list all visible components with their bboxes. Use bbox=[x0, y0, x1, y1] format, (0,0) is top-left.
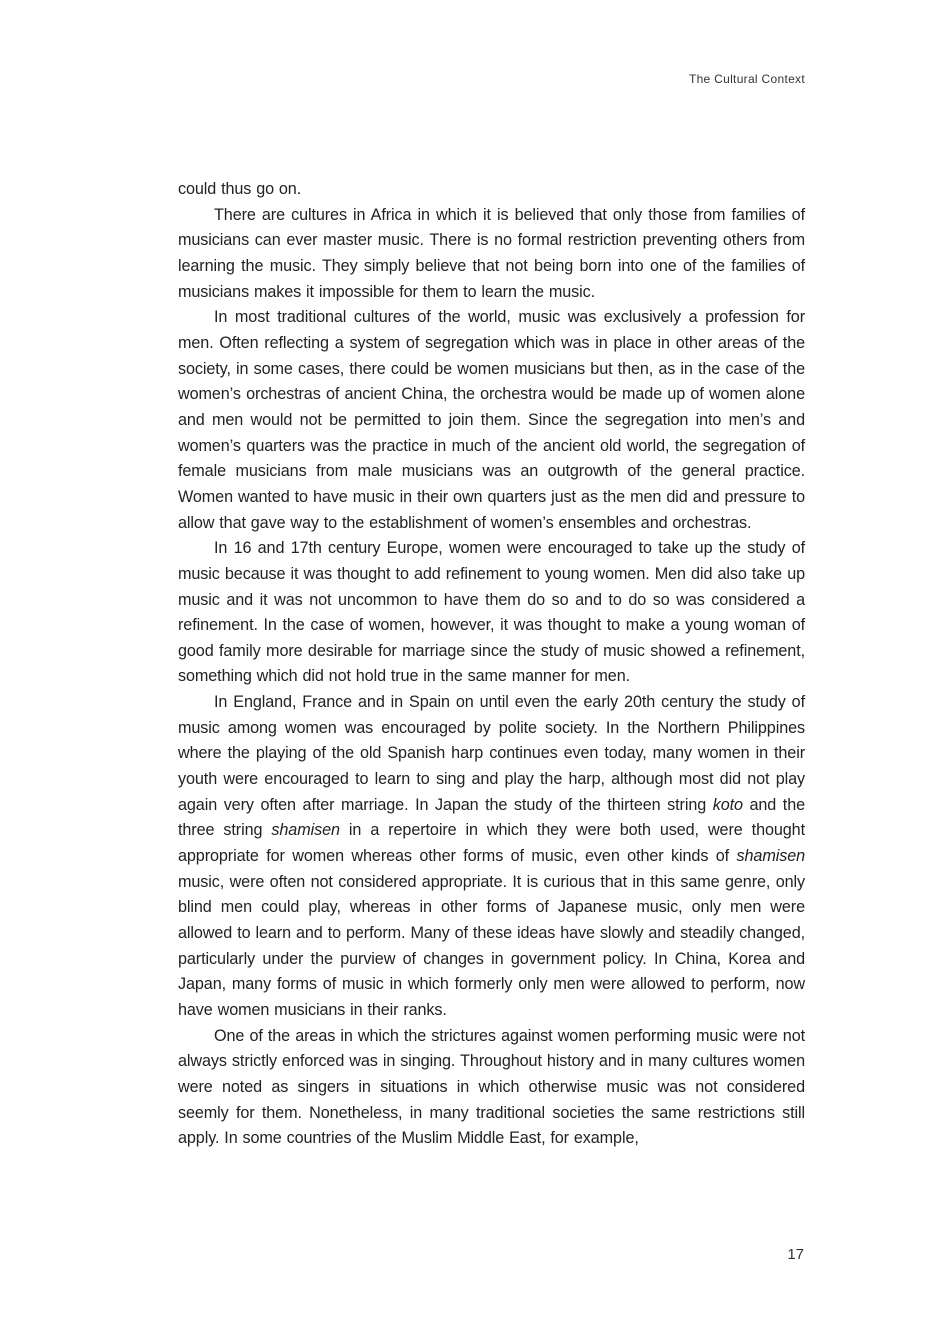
paragraph-continuation: could thus go on. bbox=[178, 180, 302, 198]
page-number: 17 bbox=[787, 1246, 804, 1263]
paragraph-europe: In 16 and 17th century Europe, women were encouraged to take up the study of music because it was thought to add refinement to young women. Men did also take up music and it was not uncommon to have them do so and to do so was considered a refinement. In the case of women, however, it was thought to make a young woman of good family more desirable for marriage since the study of music showed a refinement, something which did not hold true in the same manner for men. bbox=[178, 539, 805, 686]
text-run: in a repertoire in which they were both used, were thought appropriate for women whereas other forms of music, even other kinds of bbox=[178, 821, 805, 866]
paragraph-england-japan bbox=[178, 690, 805, 1024]
text-run: In England, France and in Spain on until even the early 20th century the study of music among women was encouraged by polite society. In the Northern Philippines where the playing of the old Spanish harp continues even today, many women in their youth were encouraged to learn to sing and play the harp, although most did not play again very often after marriage. In Japan the study of the thirteen string bbox=[178, 693, 805, 814]
italic-term-shamisen: shamisen bbox=[271, 821, 340, 840]
paragraph-africa: There are cultures in Africa in which it is believed that only those from families of musicians can ever master music. There is no formal restriction preventing others from learning the music. They simply believe that not being born into one of the families of musicians makes it impossible for them to learn the music. bbox=[178, 205, 805, 301]
running-head: The Cultural Context bbox=[688, 72, 805, 86]
text-run: and the three string bbox=[178, 795, 805, 840]
italic-term-koto: koto bbox=[712, 795, 743, 814]
paragraph-traditional-cultures: In most traditional cultures of the world, music was exclusively a profession for men. Often reflecting a system of segregation which was in place in other areas of the society, in some cases, there could be women musicians but then, as in the case of the women’s orchestras of ancient China, the orchestra would be made up of women alone and men would not be permitted to join them. Since the segregation into men’s and women’s quarters was the practice in much of the ancient old world, the segregation of female musicians from male musicians was an outgrowth of the general practice. Women wanted to have music in their own quarters just as the men did and pressure to allow that gave way to the establishment of women’s ensembles and orchestras. bbox=[178, 308, 805, 532]
text-run: music, were often not considered appropriate. It is curious that in this same genre, only blind men could play, whereas in other forms of Japanese music, only men were allowed to learn and to perform. Many of these ideas have slowly and steadily changed, particularly under the purview of changes in government policy. In China, Korea and Japan, many forms of music in which formerly only men were allowed to perform, now have women musicians in their ranks. bbox=[178, 872, 805, 1019]
italic-term-shamisen: shamisen bbox=[736, 847, 805, 866]
body-text bbox=[178, 177, 805, 1152]
paragraph-singing: One of the areas in which the strictures against women performing music were not always strictly enforced was in singing. Throughout history and in many cultures women were noted as singers in situations in which otherwise music was not considered seemly for them. Nonetheless, in many traditional societies the same restrictions still apply. In some countries of the Muslim Middle East, for example, bbox=[178, 1026, 805, 1148]
